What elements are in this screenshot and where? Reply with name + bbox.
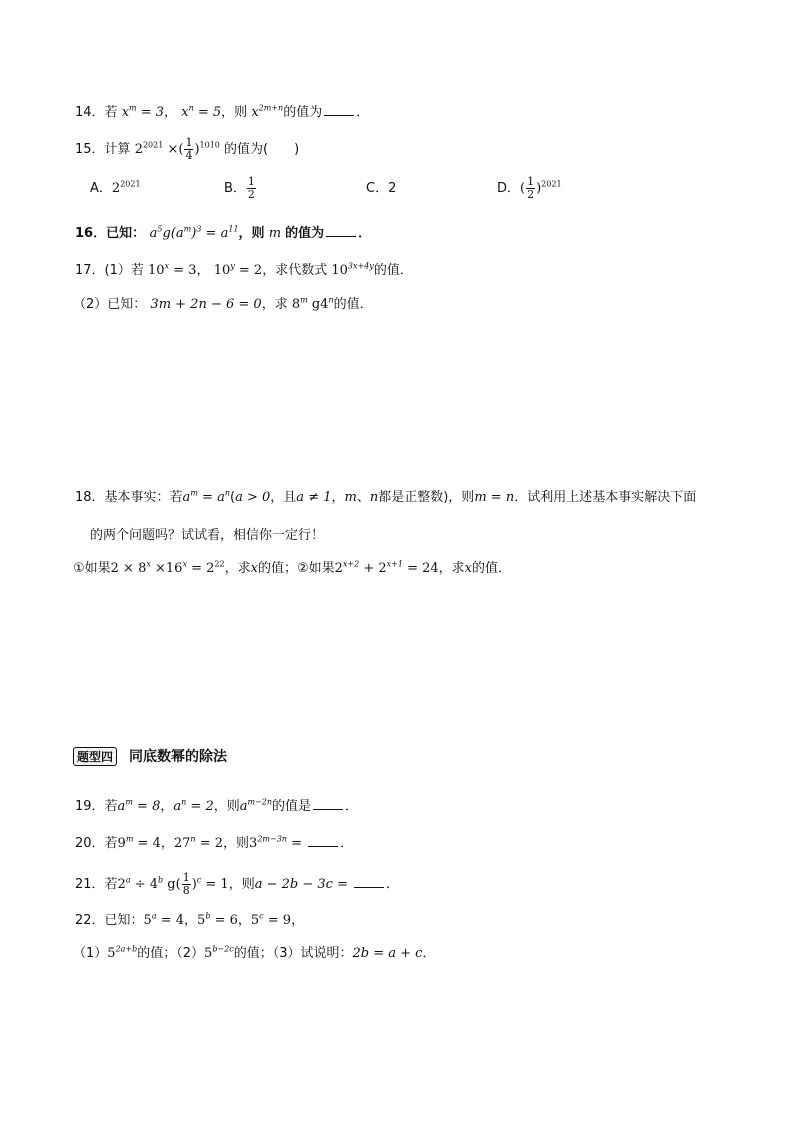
q14-expr2: $x^n = 5$ xyxy=(181,103,222,120)
answer-blank xyxy=(354,875,384,888)
question-15: 15．计算 $2^{2021}$ ×( $\frac{1}{4}$ )$^{1010}$ 的值为( ) xyxy=(75,136,300,162)
q15-option-a: A．$2^{2021}$ xyxy=(90,179,141,196)
question-18: 18．基本事实：若$a^m = a^n(a > 0$，且a ≠ 1，m、n都是正整数)，则m = n．试利用上述基本事实解决下面 xyxy=(75,488,697,505)
answer-blank xyxy=(308,834,338,847)
question-16: 16．已知： $a^5g(a^m)^3 = a^{11}$，则 m 的值为 ． xyxy=(75,224,372,241)
question-19: 19．若$a^m = 8$，$a^n = 2$，则$a^{m-2n}$的值是 ． xyxy=(75,797,359,814)
question-22-subparts: $(1)5^{2a+b}$的值；$(2)5^{b-2c}$的值；（3）试说明：2b = a + c． xyxy=(73,944,436,961)
q15-option-b: B． $\frac{1}{2}$ xyxy=(224,175,255,201)
q17-number: 17．(1）若 xyxy=(75,263,144,278)
q14-expr1: $x^m = 3$ xyxy=(121,103,165,120)
answer-blank xyxy=(313,797,343,810)
q15-number: 15．计算 xyxy=(75,142,131,157)
section-badge: 题型四 xyxy=(73,747,117,766)
question-14: 14．若 $x^m = 3$， $x^n = 5$，则 $x^{2m+n}$的值为 ． xyxy=(75,103,370,120)
question-18-line-2: 的两个问题吗？试试看，相信你一定行！ xyxy=(90,528,325,543)
q15-option-c: C．2 xyxy=(366,181,397,196)
section-header xyxy=(73,746,227,766)
answer-blank xyxy=(326,224,356,237)
question-18-line-3: ①如果$2 \times 8^x \times 16^x = 2^{22}$，求x的值；②如果$2^{x+2} + 2^{x+1} = 24$，求x的值． xyxy=(73,559,512,576)
q15-expr: $2^{2021}$ ×( $\frac{1}{4}$ )$^{1010}$ xyxy=(134,136,220,162)
question-22: 22．已知：$5^a = 4$，$5^b = 6$，$5^c = 9$， xyxy=(75,911,305,928)
question-17: 17．(1）若 $10^x = 3$， $10^y = 2$，求代数式 $10^{3x+4y}$的值． xyxy=(75,261,413,278)
q14-number: 14．若 xyxy=(75,105,118,120)
section-title: 同底数幂的除法 xyxy=(129,749,228,765)
question-20: 20．若$9^m = 4$，$27^n = 2$，则$3^{2m-3n}$ = ． xyxy=(75,834,354,851)
q15-option-d: D．( $\frac{1}{2}$ )$^{2021}$ xyxy=(497,175,562,201)
q16-number: 16．已知： xyxy=(75,226,146,241)
q14-expr3: $x^{2m+n}$ xyxy=(251,103,284,120)
question-17-part-2: （2）已知： 3m + 2n − 6 = 0，求 8$^m$ g4$^n$的值． xyxy=(73,295,373,312)
answer-blank xyxy=(324,103,354,116)
question-21: 21．若$2^a \div 4^b$ g( $\frac{1}{8}$ )$^c$ = 1，则a − 2b − 3c = ． xyxy=(75,871,400,897)
q16-expr: $a^5g(a^m)^3 = a^{11}$ xyxy=(149,224,239,241)
